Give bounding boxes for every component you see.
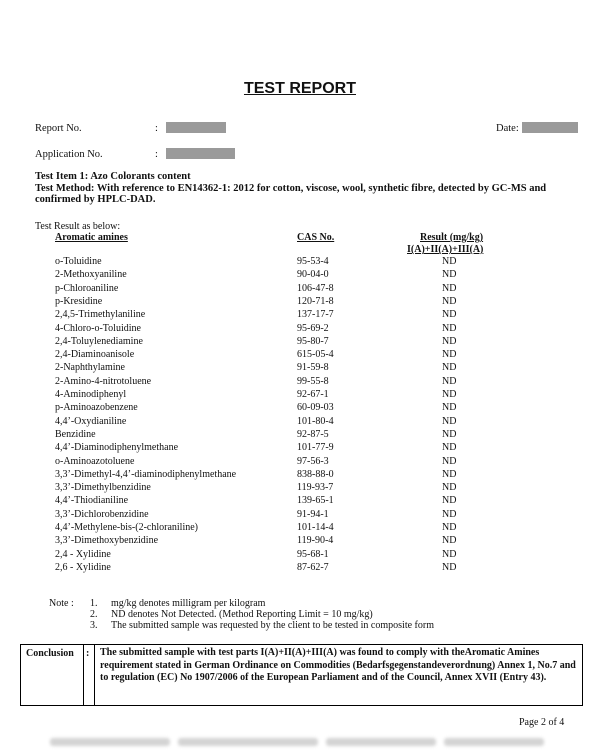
amine-name: 4-Chloro-o-Toluidine xyxy=(55,322,141,334)
cas-number: 101-14-4 xyxy=(297,522,334,533)
table-row xyxy=(0,522,600,534)
result-value: ND xyxy=(442,362,457,374)
cas-number: 99-55-8 xyxy=(297,375,329,387)
result-value: ND xyxy=(442,482,457,494)
amine-name: 4,4’-Diaminodiphenylmethane xyxy=(55,442,179,454)
note-label: Note : xyxy=(49,598,74,609)
cas-number: 120-71-8 xyxy=(297,295,334,307)
result-value: ND xyxy=(442,256,457,267)
conclusion-divider xyxy=(83,645,84,705)
cas-number: 119-90-4 xyxy=(297,535,334,547)
amine-name: p-Chloroaniline xyxy=(55,282,119,294)
table-row xyxy=(0,456,600,468)
footer-redaction xyxy=(50,738,170,746)
result-value: ND xyxy=(442,349,457,361)
result-value: ND xyxy=(442,442,457,454)
cas-number: 91-94-1 xyxy=(297,508,329,520)
application-no-label: Application No. xyxy=(35,149,103,160)
note-text: mg/kg denotes milligram per kilogram xyxy=(111,598,266,609)
table-row xyxy=(0,336,600,348)
header-cas-no: CAS No. xyxy=(297,232,335,243)
cas-number: 95-68-1 xyxy=(297,548,329,560)
note-number: 2. xyxy=(90,609,98,620)
report-no-label: Report No. xyxy=(35,123,82,134)
cas-number: 92-87-5 xyxy=(297,428,329,440)
cas-number: 92-67-1 xyxy=(297,389,329,400)
amine-name: 2,4,5-Trimethylaniline xyxy=(55,309,146,321)
report-no-redaction xyxy=(166,122,226,133)
cas-number: 87-62-7 xyxy=(297,561,329,573)
amine-name: 2,4-Toluylenediamine xyxy=(55,335,143,347)
result-value: ND xyxy=(442,561,457,573)
result-value: ND xyxy=(442,389,457,400)
result-value: ND xyxy=(442,322,457,334)
page-title: TEST REPORT xyxy=(243,80,356,97)
amine-name: 3,3’-Dimethoxybenzidine xyxy=(55,535,159,547)
table-row xyxy=(0,283,600,295)
cas-number: 139-65-1 xyxy=(297,495,334,507)
amine-name: 3,3’-Dichlorobenzidine xyxy=(55,508,149,520)
header-result: Result (mg/kg) xyxy=(420,232,484,243)
cas-number: 137-17-7 xyxy=(297,309,334,321)
conclusion-colon: : xyxy=(86,648,90,659)
result-value: ND xyxy=(442,415,457,427)
amine-name: 4,4’-Methylene-bis-(2-chloraniline) xyxy=(55,522,199,533)
cas-number: 60-09-03 xyxy=(297,402,334,414)
result-value: ND xyxy=(442,309,457,321)
date-label: Date: xyxy=(496,123,519,134)
result-value: ND xyxy=(442,455,457,467)
amine-name: o-Aminoazotoluene xyxy=(55,455,135,467)
result-value: ND xyxy=(442,269,457,281)
table-row xyxy=(0,535,600,547)
table-row xyxy=(0,389,600,401)
table-row xyxy=(0,495,600,507)
footer-redaction xyxy=(444,738,544,746)
table-row xyxy=(0,509,600,521)
test-result-intro: Test Result as below: xyxy=(35,221,121,232)
note-number: 1. xyxy=(90,598,98,609)
result-value: ND xyxy=(442,402,457,414)
table-row xyxy=(0,416,600,428)
amine-name: 2-Amino-4-nitrotoluene xyxy=(55,375,152,387)
result-value: ND xyxy=(442,282,457,294)
table-row xyxy=(0,296,600,308)
table-row xyxy=(0,482,600,494)
table-row xyxy=(0,269,600,281)
table-row xyxy=(0,349,600,361)
result-value: ND xyxy=(442,428,457,440)
cas-number: 838-88-0 xyxy=(297,468,334,480)
table-row xyxy=(0,429,600,441)
cas-number: 91-59-8 xyxy=(297,362,329,374)
amine-name: 3,3’-Dimethyl-4,4’-diaminodiphenylmethane xyxy=(55,468,237,480)
cas-number: 95-53-4 xyxy=(297,256,329,267)
cas-number: 615-05-4 xyxy=(297,349,334,361)
conclusion-box xyxy=(20,644,583,706)
amine-name: 4,4’-Oxydianiline xyxy=(55,415,127,427)
footer-redaction xyxy=(178,738,318,746)
cas-number: 119-93-7 xyxy=(297,482,334,494)
result-value: ND xyxy=(442,468,457,480)
application-no-colon: : xyxy=(155,149,158,160)
amine-name: 2-Methoxyaniline xyxy=(55,269,127,281)
cas-number: 101-80-4 xyxy=(297,415,334,427)
date-redaction xyxy=(522,122,578,133)
table-row xyxy=(0,323,600,335)
table-row xyxy=(0,376,600,388)
note-text: ND denotes Not Detected. (Method Reporting Limit = 10 mg/kg) xyxy=(111,609,373,620)
cas-number: 90-04-0 xyxy=(297,269,329,281)
table-row xyxy=(0,402,600,414)
table-row xyxy=(0,562,600,574)
amine-name: 2,4 - Xylidine xyxy=(55,548,111,560)
note-text: The submitted sample was requested by the client to be tested in composite form xyxy=(111,620,434,631)
result-value: ND xyxy=(442,508,457,520)
amine-name: Benzidine xyxy=(55,428,96,440)
note-number: 3. xyxy=(90,620,98,631)
amine-name: 2-Naphthylamine xyxy=(55,362,125,374)
result-value: ND xyxy=(442,495,457,507)
result-value: ND xyxy=(442,548,457,560)
conclusion-text: The submitted sample with test parts I(A)+II(A)+III(A) was found to comply with theAromatic Amines requirement stated in German Ordinance on Commodities (Bedarfsgegenstandeverordnung) Annex 1, No.7 and to regulation (EC) No 1907/2006 of the European Parliament and of the Council, Annex XVII (Entry 43). xyxy=(100,647,576,683)
amine-name: p-Kresidine xyxy=(55,295,103,307)
cas-number: 95-80-7 xyxy=(297,335,329,347)
cas-number: 97-56-3 xyxy=(297,455,329,467)
table-row xyxy=(0,442,600,454)
amine-name: p-Aminoazobenzene xyxy=(55,402,138,414)
cas-number: 95-69-2 xyxy=(297,322,329,334)
amine-name: 4,4’-Thiodianiline xyxy=(55,495,129,507)
report-no-colon: : xyxy=(155,123,158,134)
result-value: ND xyxy=(442,522,457,533)
footer-redaction xyxy=(326,738,436,746)
conclusion-label: Conclusion xyxy=(26,648,74,659)
result-value: ND xyxy=(442,535,457,547)
result-value: ND xyxy=(442,295,457,307)
application-no-redaction xyxy=(166,148,235,159)
amine-name: 2,6 - Xylidine xyxy=(55,561,111,573)
amine-name: o-Toluidine xyxy=(55,256,102,267)
test-item-title: Test Item 1: Azo Colorants content xyxy=(35,171,191,182)
table-row xyxy=(0,362,600,374)
amine-name: 3,3’-Dimethylbenzidine xyxy=(55,482,151,494)
result-value: ND xyxy=(442,335,457,347)
header-result-sub: I(A)+II(A)+III(A) xyxy=(407,244,484,255)
test-item-block xyxy=(35,171,575,206)
page-number: Page 2 of 4 xyxy=(519,717,565,728)
table-row xyxy=(0,309,600,321)
result-value: ND xyxy=(442,375,457,387)
test-method: Test Method: With reference to EN14362-1: 2012 for cotton, viscose, wool, synthetic fibre, detected by GC-MS and confirmed by HPLC-DAD. xyxy=(35,182,547,205)
amine-name: 4-Aminodiphenyl xyxy=(55,389,127,400)
conclusion-divider xyxy=(94,645,95,705)
header-aromatic-amines: Aromatic amines xyxy=(55,232,128,243)
table-row xyxy=(0,469,600,481)
table-row xyxy=(0,256,600,268)
amine-name: 2,4-Diaminoanisole xyxy=(55,349,135,361)
cas-number: 106-47-8 xyxy=(297,282,334,294)
cas-number: 101-77-9 xyxy=(297,442,334,454)
table-row xyxy=(0,549,600,561)
